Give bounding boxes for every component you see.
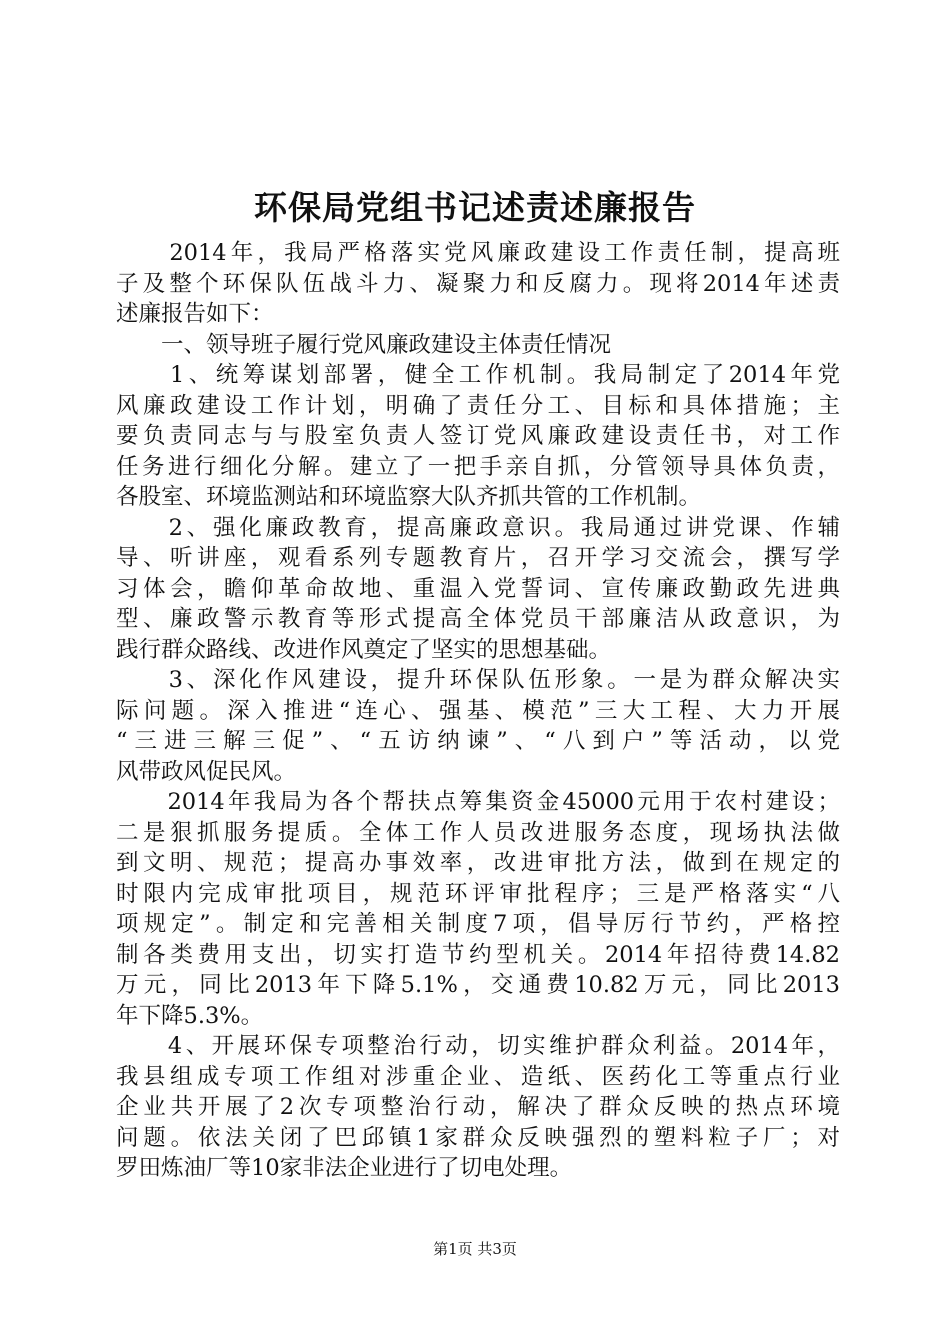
body-line: 各股室、环境监测站和环境监察大队齐抓共管的工作机制。 bbox=[116, 484, 702, 510]
body-line: 述廉报告如下： bbox=[116, 301, 274, 327]
body-line: “三进三解三促”、“五访纳谏”、“八到户”等活动，以党 bbox=[116, 728, 840, 754]
body-line: 2014年，我局严格落实党风廉政建设工作责任制，提高班 bbox=[116, 240, 840, 266]
body-line: 罗田炼油厂等10家非法企业进行了切电处理。 bbox=[116, 1155, 573, 1181]
body-line: 1、统筹谋划部署，健全工作机制。我局制定了2014年党 bbox=[116, 362, 840, 388]
body-line: 企业共开展了2次专项整治行动，解决了群众反映的热点环境 bbox=[116, 1094, 840, 1120]
body-line: 时限内完成审批项目，规范环评审批程序；三是严格落实“八 bbox=[116, 880, 840, 907]
section-heading: 一、领导班子履行党风廉政建设主体责任情况 bbox=[116, 331, 612, 358]
document-body bbox=[116, 238, 840, 1184]
body-line: 风带政风促民风。 bbox=[116, 758, 297, 785]
body-line: 风廉政建设工作计划，明确了责任分工、目标和具体措施；主 bbox=[116, 392, 840, 419]
body-line: 导、听讲座，观看系列专题教育片，召开学习交流会，撰写学 bbox=[116, 545, 840, 571]
body-line: 3、深化作风建设，提升环保队伍形象。一是为群众解决实 bbox=[116, 667, 840, 693]
document-title: 环保局党组书记述责述廉报告 bbox=[254, 188, 696, 227]
body-line: 制各类费用支出，切实打造节约型机关。2014年招待费14.82 bbox=[116, 941, 840, 968]
body-line: 问题。依法关闭了巴邱镇1家群众反映强烈的塑料粒子厂；对 bbox=[116, 1124, 840, 1151]
body-line: 型、廉政警示教育等形式提高全体党员干部廉洁从政意识，为 bbox=[116, 606, 840, 632]
body-line: 2014年我局为各个帮扶点筹集资金45000元用于农村建设； bbox=[116, 789, 840, 815]
body-line: 要负责同志与与股室负责人签订党风廉政建设责任书，对工作 bbox=[116, 423, 840, 449]
body-line: 际问题。深入推进“连心、强基、模范”三大工程、大力开展 bbox=[116, 697, 840, 724]
body-line: 二是狠抓服务提质。全体工作人员改进服务态度，现场执法做 bbox=[116, 819, 840, 846]
body-line: 年下降5.3%。 bbox=[116, 1002, 264, 1029]
body-line: 2、强化廉政教育，提高廉政意识。我局通过讲党课、作辅 bbox=[116, 514, 840, 541]
body-line: 子及整个环保队伍战斗力、凝聚力和反腐力。现将2014年述责 bbox=[116, 270, 840, 297]
body-line: 习体会，瞻仰革命故地、重温入党誓词、宣传廉政勤政先进典 bbox=[116, 575, 840, 602]
body-line: 4、开展环保专项整治行动，切实维护群众利益。2014年， bbox=[116, 1033, 840, 1059]
body-line: 践行群众路线、改进作风奠定了坚实的思想基础。 bbox=[116, 636, 612, 663]
body-line: 项规定”。制定和完善相关制度7项，倡导厉行节约，严格控 bbox=[116, 911, 840, 937]
body-line: 到文明、规范；提高办事效率，改进审批方法，做到在规定的 bbox=[116, 850, 840, 876]
body-line: 万元，同比2013年下降5.1%，交通费10.82万元，同比2013 bbox=[116, 972, 840, 998]
body-line: 任务进行细化分解。建立了一把手亲自抓，分管领导具体负责， bbox=[116, 453, 840, 480]
body-line: 我县组成专项工作组对涉重企业、造纸、医药化工等重点行业 bbox=[116, 1063, 840, 1090]
page-number-footer: 第1页 共3页 bbox=[433, 1240, 517, 1258]
